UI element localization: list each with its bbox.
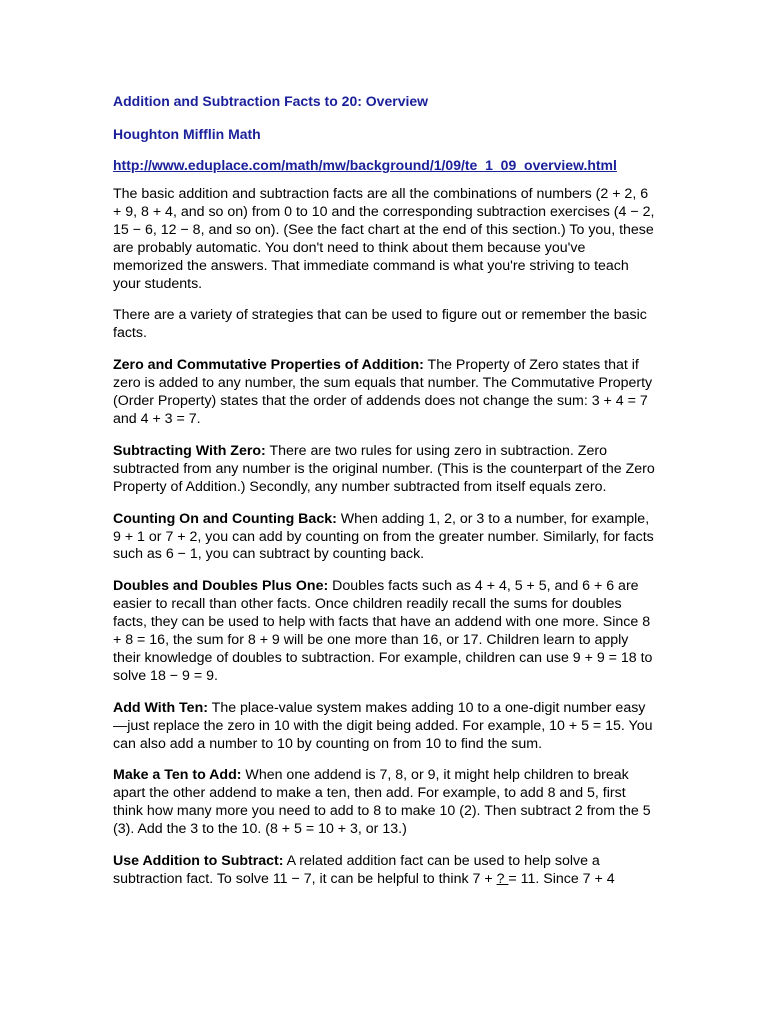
section-text: The Property of Zero states that if zero is added to any number, the sum equals that number. The Commutative Property (Order Property) states that the order of addends does not change the sum: 3 + 4 = 7 and 4 + 3 = 7. <box>113 357 653 427</box>
missing-addend-blank: ? <box>496 871 509 887</box>
section-heading: Subtracting With Zero: <box>113 442 266 459</box>
section-heading: Counting On and Counting Back: <box>113 510 337 527</box>
section-make-ten <box>113 767 658 839</box>
section-text-continued: = 11. Since 7 + 4 <box>508 871 615 887</box>
section-text: When one addend is 7, 8, or 9, it might help children to break apart the other addend to make a ten, then add. For example, to add 8 and 5, first think how many more you need to add to 8 to make 10 (2). Then subtract 2 from the 5 (3). Add the 3 to the 10. (8 + 5 = 10 + 3, or 13.) <box>113 767 651 838</box>
section-subtracting-zero <box>113 443 658 497</box>
section-heading: Doubles and Doubles Plus One: <box>113 578 329 595</box>
section-heading: Zero and Commutative Properties of Addition: <box>113 357 424 374</box>
section-text: When adding 1, 2, or 3 to a number, for example, 9 + 1 or 7 + 2, you can add by counting on from the greater number. Similarly, for facts such as 6 − 1, you can subtract by counting back. <box>113 510 654 563</box>
strategies-paragraph: There are a variety of strategies that can be used to figure out or remember the basic facts. <box>113 307 647 342</box>
section-zero-commutative <box>113 357 658 429</box>
document-subtitle: Houghton Mifflin Math <box>113 126 261 142</box>
section-text: Doubles facts such as 4 + 4, 5 + 5, and 6 + 6 are easier to recall than other facts. Once children readily recall the sums for doubles facts, they can be used to help with facts that have an addend with one more. Since 8 + 8 = 16, the sum for 8 + 9 will be one more than 16, or 17. Children learn to apply their knowledge of doubles to subtraction. For example, children can use 9 + 9 = 18 to solve 18 − 9 = 9. <box>113 578 653 684</box>
section-counting <box>113 511 658 565</box>
document-title: Addition and Subtraction Facts to 20: Overview <box>113 93 429 109</box>
section-heading: Make a Ten to Add: <box>113 767 242 784</box>
section-doubles <box>113 578 658 685</box>
section-use-addition <box>113 853 658 889</box>
source-link[interactable]: http://www.eduplace.com/math/mw/background/1/09/te_1_09_overview.html <box>113 157 617 173</box>
section-heading: Add With Ten: <box>113 699 208 716</box>
section-text: The place-value system makes adding 10 to a one-digit number easy—just replace the zero in 10 with the digit being added. For example, 10 + 5 = 15. You can also add a number to 10 by counting on from 10 to find the sum. <box>113 699 653 752</box>
section-add-ten <box>113 700 658 754</box>
section-text: A related addition fact can be used to help solve a subtraction fact. To solve 11 − 7, it can be helpful to think 7 + <box>113 853 600 887</box>
section-text: There are two rules for using zero in subtraction. Zero subtracted from any number is the original number. (This is the counterpart of the Zero Property of Addition.) Secondly, any number subtracted from itself equals zero. <box>113 442 655 495</box>
section-heading: Use Addition to Subtract: <box>113 853 284 870</box>
intro-paragraph: The basic addition and subtraction facts are all the combinations of numbers (2 + 2, 6 + 9, 8 + 4, and so on) from 0 to 10 and the corresponding subtraction exercises (4 − 2, 15 − 6, 12 − 8, and so on). (See the fact chart at the end of this section.) To you, these are probably automatic. You don't need to think about them because you've memorized the answers. That immediate command is what you're striving to teach your students. <box>113 186 655 292</box>
